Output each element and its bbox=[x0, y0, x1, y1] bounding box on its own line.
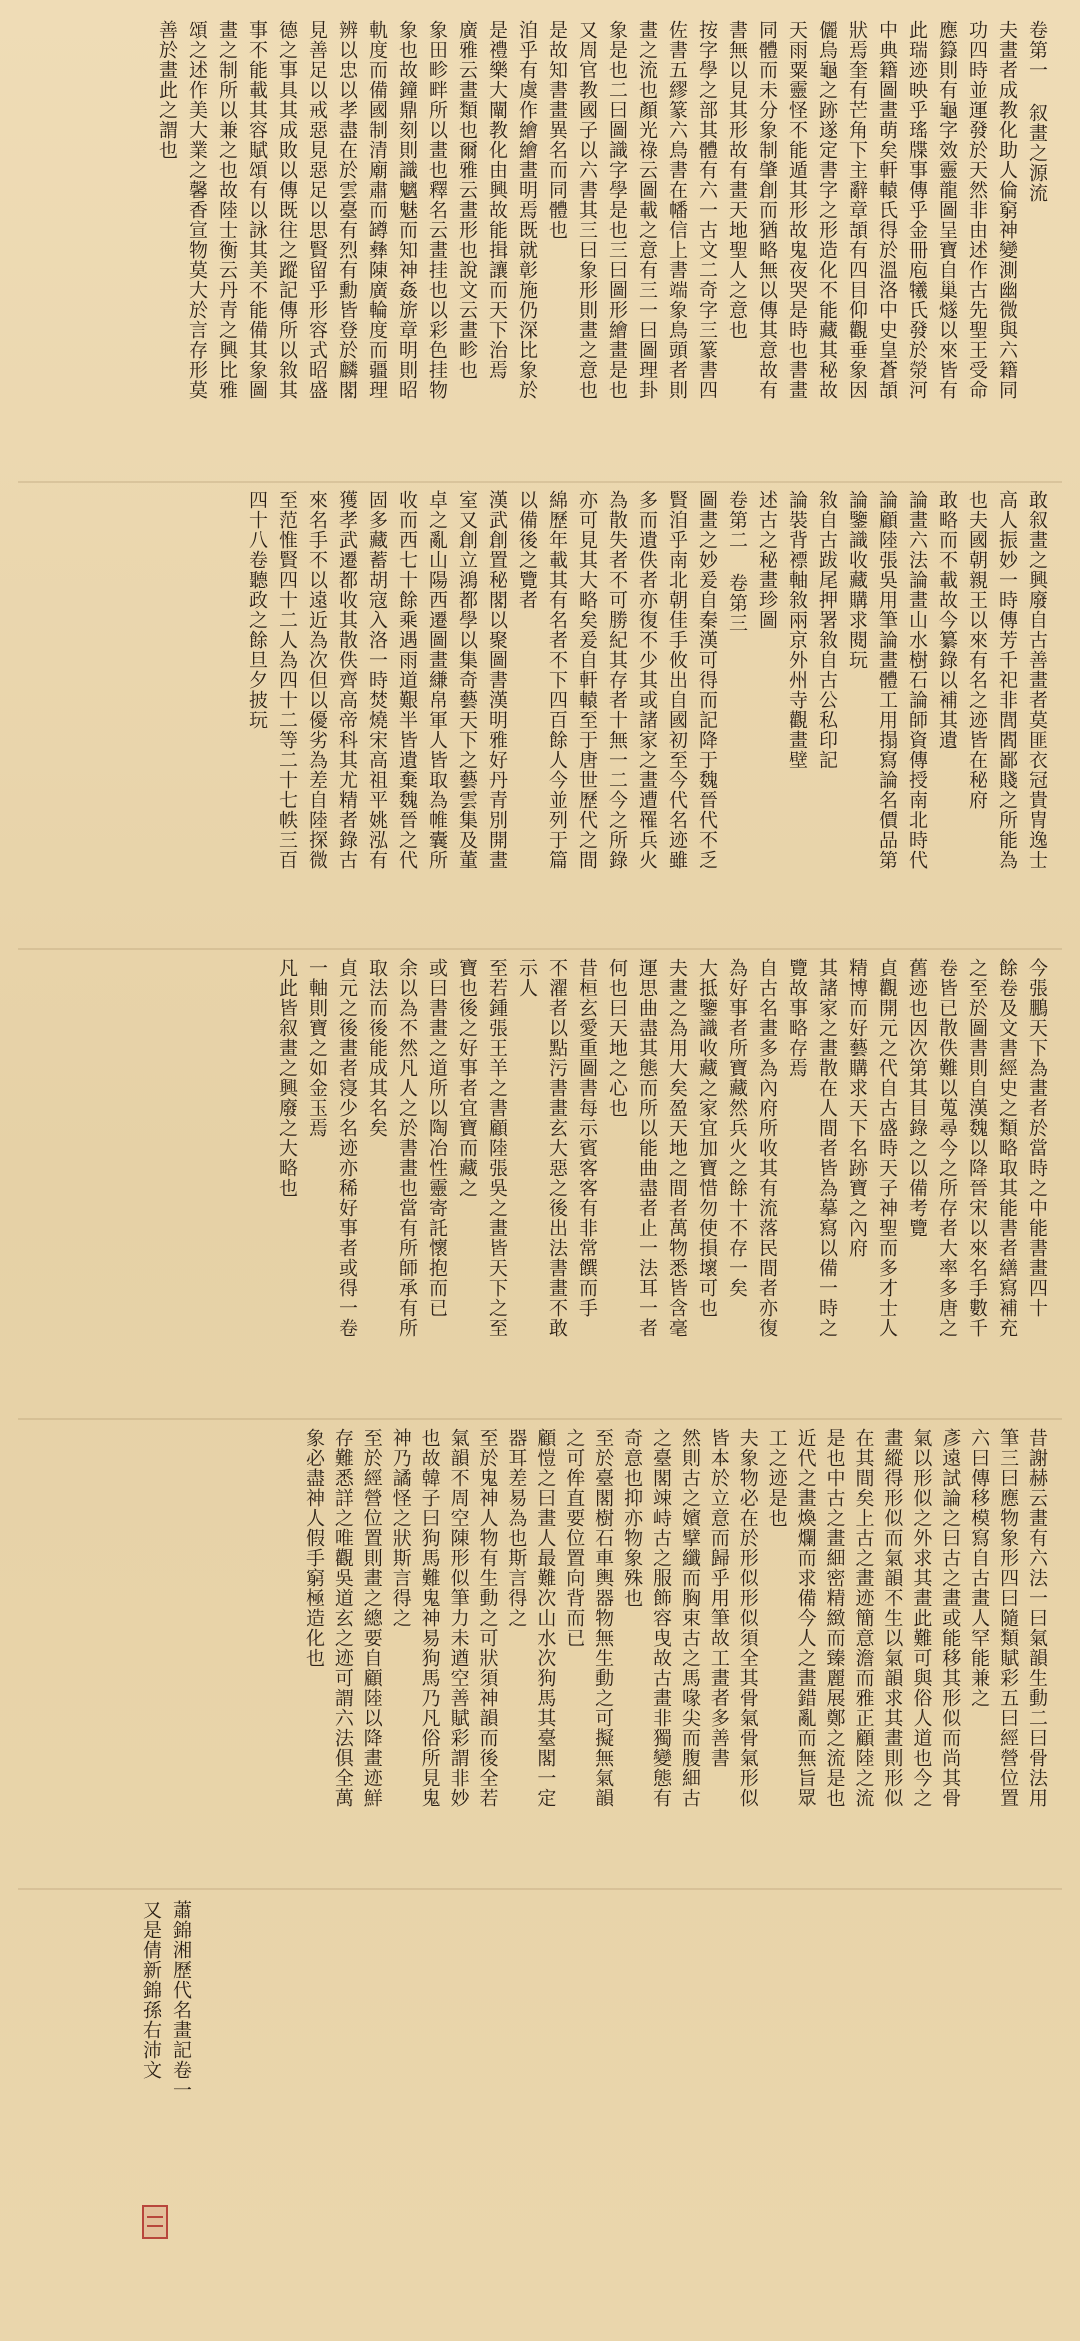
text-column: 收而西七十餘乘遇雨道艱半皆遺棄魏晉之代 bbox=[396, 490, 418, 870]
text-column: 今張鵬天下為畫者於當時之中能書畫四十 bbox=[1026, 958, 1048, 1318]
text-column: 同體而未分象制肇創而猶略無以傳其意故有 bbox=[756, 20, 778, 400]
text-column: 貞元之後畫者寖少名迹亦稀好事者或得一卷 bbox=[336, 958, 358, 1338]
text-column: 之可侔直要位置向背而已 bbox=[563, 1428, 586, 1648]
text-column: 論裝背褾軸敘兩京外州寺觀畫壁 bbox=[786, 490, 808, 770]
text-column: 功四時並運發於天然非由述作古先聖王受命 bbox=[966, 20, 988, 400]
text-column: 存難悉詳之唯觀吳道玄之迹可謂六法俱全萬 bbox=[331, 1428, 354, 1808]
text-column: 此瑞迹映乎瑤牒事傳乎金冊庖犧氏發於滎河 bbox=[906, 20, 928, 400]
text-column: 是也中古之畫細密精緻而臻麗展鄭之流是也 bbox=[823, 1428, 846, 1808]
text-column: 象必盡神人假手窮極造化也 bbox=[302, 1428, 325, 1668]
text-column: 象是也二曰圖識字學是也三曰圖形繪畫是也 bbox=[606, 20, 628, 400]
text-block-3 bbox=[40, 958, 1052, 1398]
text-column: 儷烏龜之跡遂定書字之形造化不能藏其秘故 bbox=[816, 20, 838, 400]
text-column: 氣以形似之外求其畫此難可與俗人道也今之 bbox=[910, 1428, 933, 1808]
seal-stamp-icon bbox=[142, 2205, 168, 2239]
text-block-2 bbox=[40, 490, 1052, 930]
text-column: 至若鍾張王羊之書顧陸張吳之畫皆天下之至 bbox=[486, 958, 508, 1338]
text-column: 至於經營位置則畫之總要自顧陸以降畫迹鮮 bbox=[360, 1428, 383, 1808]
fold-line bbox=[18, 1888, 1062, 1890]
text-column: 圖畫之妙爰自秦漢可得而記降于魏晉代不乏 bbox=[696, 490, 718, 870]
text-column: 余以為不然凡人之於書畫也當有所師承有所 bbox=[396, 958, 418, 1338]
text-column: 卷皆已散佚難以蒐尋今之所存者大率多唐之 bbox=[936, 958, 958, 1338]
text-column: 敘自古跋尾押署敘自古公私印記 bbox=[816, 490, 838, 770]
text-column: 賢洎乎南北朝佳手攸出自國初至今代名迹雖 bbox=[666, 490, 688, 870]
colophon-title: 蕭錦湘歷代名畫記卷一 bbox=[170, 1900, 192, 2100]
text-column: 象田畛畔所以畫也釋名云畫挂也以彩色挂物 bbox=[426, 20, 448, 400]
text-column: 至范惟賢四十二人為四十二等二十七帙三百 bbox=[276, 490, 298, 870]
text-column: 也夫國朝親王以來有名之迹皆在秘府 bbox=[966, 490, 988, 810]
text-block-4 bbox=[300, 1428, 1052, 1868]
text-column: 畫之制所以兼之也故陸士衡云丹青之興比雅 bbox=[216, 20, 238, 400]
text-column: 工之迹是也 bbox=[765, 1428, 788, 1528]
text-column: 在其間矣上古之畫迹簡意澹而雅正顧陸之流 bbox=[852, 1428, 875, 1808]
text-column: 凡此皆叙畫之興廢之大略也 bbox=[276, 958, 298, 1198]
text-column: 卓之亂山陽西遷圖畫縑帛軍人皆取為帷囊所 bbox=[426, 490, 448, 870]
text-column: 皆本於立意而歸乎用筆故工畫者多善書 bbox=[707, 1428, 730, 1768]
text-column: 辨以忠以孝盡在於雲臺有烈有勳皆登於麟閣 bbox=[336, 20, 358, 400]
text-column: 何也曰天地之心也 bbox=[606, 958, 628, 1118]
text-column: 精博而好藝購求天下名跡寶之內府 bbox=[846, 958, 868, 1258]
text-column: 述古之秘畫珍圖 bbox=[756, 490, 778, 630]
text-column: 寶也後之好事者宜寶而藏之 bbox=[456, 958, 478, 1198]
text-column: 善於畫此之謂也 bbox=[156, 20, 178, 160]
text-column: 高人振妙一時傳芳千祀非閭閻鄙賤之所能為 bbox=[996, 490, 1018, 870]
text-column: 亦可見其大略矣爰自軒轅至于唐世歷代之間 bbox=[576, 490, 598, 870]
text-column: 昔謝赫云畫有六法一曰氣韻生動二曰骨法用 bbox=[1026, 1428, 1048, 1808]
text-column: 覽故事略存焉 bbox=[786, 958, 808, 1078]
colophon-signature: 又是倩新錦孫右沛文 bbox=[140, 1900, 162, 2080]
text-column: 室又創立鴻都學以集奇藝天下之藝雲集及董 bbox=[456, 490, 478, 870]
text-column: 顧愷之曰畫人最難次山水次狗馬其臺閣一定 bbox=[534, 1428, 557, 1808]
text-column: 中典籍圖畫萌矣軒轅氏得於溫洛中史皇蒼頡 bbox=[876, 20, 898, 400]
text-column: 至於臺閣樹石車輿器物無生動之可擬無氣韻 bbox=[592, 1428, 615, 1808]
text-column: 漢武創置秘閣以聚圖書漢明雅好丹青別開畫 bbox=[486, 490, 508, 870]
text-column: 氣韻不周空陳形似筆力未遒空善賦彩謂非妙 bbox=[447, 1428, 470, 1808]
text-column: 卷第一 叙畫之源流 bbox=[1026, 20, 1048, 203]
text-column: 為好事者所寶藏然兵火之餘十不存一矣 bbox=[726, 958, 748, 1298]
text-column: 運思曲盡其態而所以能曲盡者止一法耳一者 bbox=[636, 958, 658, 1338]
text-column: 示人 bbox=[516, 958, 538, 998]
text-column: 其諸家之畫散在人間者皆為摹寫以備一時之 bbox=[816, 958, 838, 1338]
text-column: 夫象物必在於形似形似須全其骨氣骨氣形似 bbox=[736, 1428, 759, 1808]
text-column: 不濯者以點污書畫玄大惡之後出法書畫不敢 bbox=[546, 958, 568, 1338]
text-column: 器耳差易為也斯言得之 bbox=[505, 1428, 528, 1628]
fold-line bbox=[18, 948, 1062, 950]
text-column: 論鑒識收藏購求閱玩 bbox=[846, 490, 868, 670]
text-column: 書無以見其形故有畫天地聖人之意也 bbox=[726, 20, 748, 340]
text-column: 也故韓子曰狗馬難鬼神易狗馬乃凡俗所見鬼 bbox=[418, 1428, 441, 1808]
text-column: 佐書五繆篆六鳥書在幡信上書端象鳥頭者則 bbox=[666, 20, 688, 400]
text-column: 是故知書畫異名而同體也 bbox=[546, 20, 568, 240]
text-column: 之臺閣竦峙古之服飾容曳故古畫非獨變態有 bbox=[650, 1428, 673, 1808]
text-column: 四十八卷聽政之餘旦夕披玩 bbox=[246, 490, 268, 730]
text-column: 頌之述作美大業之馨香宣物莫大於言存形莫 bbox=[186, 20, 208, 400]
text-column: 論畫六法論畫山水樹石論師資傳授南北時代 bbox=[906, 490, 928, 870]
text-column: 事不能載其容賦頌有以詠其美不能備其象圖 bbox=[246, 20, 268, 400]
text-column: 卷第二 卷第三 bbox=[726, 490, 748, 633]
text-column: 昔桓玄愛重圖書每示賓客客有非常饌而手 bbox=[576, 958, 598, 1318]
text-column: 是禮樂大闡教化由興故能揖讓而天下治焉 bbox=[486, 20, 508, 380]
text-column: 敢略而不載故今纂錄以補其遺 bbox=[936, 490, 958, 750]
text-column: 之至於圖書則自漢魏以降晉宋以來名手數千 bbox=[966, 958, 988, 1338]
text-column: 至於鬼神人物有生動之可狀須神韻而後全若 bbox=[476, 1428, 499, 1808]
text-column: 狀焉奎有芒角下主辭章頡有四目仰觀垂象因 bbox=[846, 20, 868, 400]
text-column: 固多藏蓄胡寇入洛一時焚燒宋高祖平姚泓有 bbox=[366, 490, 388, 870]
text-column: 奇意也抑亦物象殊也 bbox=[621, 1428, 644, 1608]
text-column: 舊迹也因次第其目錄之以備考覽 bbox=[906, 958, 928, 1238]
text-column: 筆三曰應物象形四曰隨類賦彩五曰經營位置 bbox=[997, 1428, 1020, 1808]
text-column: 為散失者不可勝紀其存者十無一二今之所錄 bbox=[606, 490, 628, 870]
text-column: 象也故鐘鼎刻則識魑魅而知神姦旂章明則昭 bbox=[396, 20, 418, 400]
text-column: 或曰書畫之道所以陶冶性靈寄託懷抱而已 bbox=[426, 958, 448, 1318]
text-column: 天雨粟靈怪不能遁其形故鬼夜哭是時也書畫 bbox=[786, 20, 808, 400]
text-column: 綿歷年載其有名者不下四百餘人今並列于篇 bbox=[546, 490, 568, 870]
text-column: 餘卷及文書經史之類略取其能書者繕寫補充 bbox=[996, 958, 1018, 1338]
fold-line bbox=[18, 1418, 1062, 1420]
text-column: 畫縱得形似而氣韻不生以氣韻求其畫則形似 bbox=[881, 1428, 904, 1808]
text-column: 論顧陸張吳用筆論畫體工用搨寫論名價品第 bbox=[876, 490, 898, 870]
text-column: 大抵鑒識收藏之家宜加寶惜勿使損壞可也 bbox=[696, 958, 718, 1318]
text-column: 又周官教國子以六書其三曰象形則畫之意也 bbox=[576, 20, 598, 400]
text-column: 按字學之部其體有六一古文二奇字三篆書四 bbox=[696, 20, 718, 400]
text-column: 近代之畫煥爛而求備今人之畫錯亂而無旨眾 bbox=[794, 1428, 817, 1808]
text-column: 獲孝武遷都收其散佚齊高帝科其尤精者錄古 bbox=[336, 490, 358, 870]
text-column: 夫畫者成教化助人倫窮神變測幽微與六籍同 bbox=[996, 20, 1018, 400]
text-block-1 bbox=[40, 20, 1052, 460]
text-column: 六曰傳移模寫自古畫人罕能兼之 bbox=[968, 1428, 991, 1708]
text-column: 神乃譎怪之狀斯言得之 bbox=[389, 1428, 412, 1628]
text-column: 自古名畫多為內府所收其有流落民間者亦復 bbox=[756, 958, 778, 1338]
text-column: 以備後之覽者 bbox=[516, 490, 538, 610]
text-column: 貞觀開元之代自古盛時天子神聖而多才士人 bbox=[876, 958, 898, 1338]
text-column: 洎乎有虞作繪繪畫明焉既就彰施仍深比象於 bbox=[516, 20, 538, 400]
text-column: 來名手不以遠近為次但以優劣為差自陸探微 bbox=[306, 490, 328, 870]
text-column: 取法而後能成其名矣 bbox=[366, 958, 388, 1138]
text-column: 畫之流也顏光祿云圖載之意有三一曰圖理卦 bbox=[636, 20, 658, 400]
fold-line bbox=[18, 481, 1062, 483]
text-column: 彥遠試論之曰古之畫或能移其形似而尚其骨 bbox=[939, 1428, 962, 1808]
text-column: 夫畫之為用大矣盈天地之間者萬物悉皆含毫 bbox=[666, 958, 688, 1338]
text-column: 軌度而備國制清廟肅而罇彝陳廣輪度而疆理 bbox=[366, 20, 388, 400]
text-column: 多而遺佚者亦復不少其或諸家之畫遭罹兵火 bbox=[636, 490, 658, 870]
text-column: 應籙則有龜字效靈龍圖呈寶自巢燧以來皆有 bbox=[936, 20, 958, 400]
text-column: 敢叙畫之興廢自古善畫者莫匪衣冠貴冑逸士 bbox=[1026, 490, 1048, 870]
text-column: 廣雅云畫類也爾雅云畫形也說文云畫畛也 bbox=[456, 20, 478, 380]
text-column: 見善足以戒惡見惡足以思賢留乎形容式昭盛 bbox=[306, 20, 328, 400]
text-column: 一軸則寶之如金玉焉 bbox=[306, 958, 328, 1138]
text-column: 德之事具其成敗以傳既往之蹤記傳所以敘其 bbox=[276, 20, 298, 400]
text-column: 然則古之嬪擘纖而胸束古之馬喙尖而腹細古 bbox=[678, 1428, 701, 1808]
